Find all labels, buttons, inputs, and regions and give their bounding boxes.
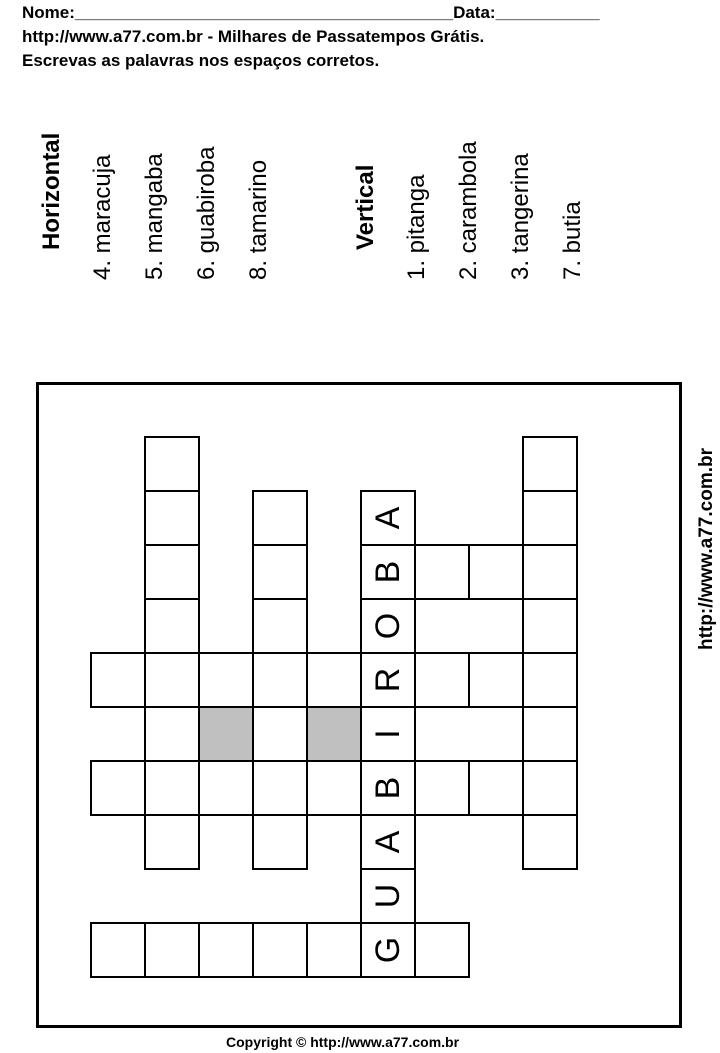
blank-cell[interactable] bbox=[90, 760, 146, 816]
cell-letter: B bbox=[369, 560, 407, 584]
filled-letter-cell bbox=[360, 706, 416, 762]
cell-letter: I bbox=[369, 729, 407, 739]
blank-cell[interactable] bbox=[144, 598, 200, 654]
blank-cell[interactable] bbox=[198, 760, 254, 816]
blank-cell[interactable] bbox=[90, 922, 146, 978]
blank-cell[interactable] bbox=[144, 760, 200, 816]
blank-cell[interactable] bbox=[522, 436, 578, 492]
blank-cell[interactable] bbox=[522, 760, 578, 816]
filled-letter-cell bbox=[360, 922, 416, 978]
blank-cell[interactable] bbox=[414, 922, 470, 978]
horizontal-clue: 5. mangaba bbox=[141, 153, 168, 280]
shaded-cell bbox=[306, 706, 362, 762]
cell-letter: G bbox=[369, 936, 407, 964]
blank-cell[interactable] bbox=[252, 706, 308, 762]
blank-cell[interactable] bbox=[414, 544, 470, 600]
horizontal-clues-title: Horizontal bbox=[38, 132, 65, 250]
vertical-clues-title: Vertical bbox=[352, 164, 379, 250]
blank-cell[interactable] bbox=[522, 814, 578, 870]
blank-cell[interactable] bbox=[252, 652, 308, 708]
shaded-cell bbox=[198, 706, 254, 762]
blank-cell[interactable] bbox=[144, 706, 200, 762]
filled-letter-cell bbox=[360, 868, 416, 924]
horizontal-clue: 8. tamarino bbox=[245, 159, 272, 280]
blank-cell[interactable] bbox=[306, 760, 362, 816]
blank-cell[interactable] bbox=[522, 490, 578, 546]
filled-letter-cell bbox=[360, 814, 416, 870]
vertical-clue: 3. tangerina bbox=[507, 153, 534, 280]
blank-cell[interactable] bbox=[414, 760, 470, 816]
blank-cell[interactable] bbox=[468, 760, 524, 816]
blank-cell[interactable] bbox=[252, 598, 308, 654]
copyright-footer: Copyright © http://www.a77.com.br bbox=[226, 1034, 460, 1050]
blank-cell[interactable] bbox=[522, 598, 578, 654]
blank-cell[interactable] bbox=[252, 814, 308, 870]
site-tagline: http://www.a77.com.br - Milhares de Passatempos Grátis. bbox=[22, 27, 485, 46]
filled-letter-cell bbox=[360, 544, 416, 600]
blank-cell[interactable] bbox=[522, 706, 578, 762]
vertical-clue: 7. butia bbox=[559, 201, 586, 280]
blank-cell[interactable] bbox=[90, 652, 146, 708]
blank-cell[interactable] bbox=[306, 922, 362, 978]
blank-cell[interactable] bbox=[198, 922, 254, 978]
cell-letter: R bbox=[369, 667, 407, 693]
filled-letter-cell bbox=[360, 652, 416, 708]
blank-cell[interactable] bbox=[522, 544, 578, 600]
blank-cell[interactable] bbox=[252, 760, 308, 816]
horizontal-clue: 6. guabiroba bbox=[193, 146, 220, 280]
blank-cell[interactable] bbox=[144, 436, 200, 492]
blank-cell[interactable] bbox=[306, 652, 362, 708]
instructions: Escrevas as palavras nos espaços corretos. bbox=[22, 51, 380, 70]
filled-letter-cell bbox=[360, 598, 416, 654]
blank-cell[interactable] bbox=[252, 544, 308, 600]
blank-cell[interactable] bbox=[144, 922, 200, 978]
side-url: http://www.a77.com.br bbox=[696, 448, 717, 650]
blank-cell[interactable] bbox=[468, 652, 524, 708]
blank-cell[interactable] bbox=[468, 544, 524, 600]
blank-cell[interactable] bbox=[144, 490, 200, 546]
blank-cell[interactable] bbox=[252, 922, 308, 978]
filled-letter-cell bbox=[360, 490, 416, 546]
blank-cell[interactable] bbox=[144, 814, 200, 870]
blank-cell[interactable] bbox=[198, 652, 254, 708]
vertical-clue: 1. pitanga bbox=[403, 174, 430, 280]
cell-letter: U bbox=[369, 883, 407, 909]
cell-letter: A bbox=[369, 506, 407, 530]
name-date-line: Nome:________________________________________Data:___________ bbox=[22, 3, 600, 22]
cell-letter: B bbox=[369, 776, 407, 800]
blank-cell[interactable] bbox=[144, 544, 200, 600]
cell-letter: O bbox=[369, 612, 407, 640]
horizontal-clue: 4. maracuja bbox=[89, 154, 116, 280]
blank-cell[interactable] bbox=[414, 652, 470, 708]
blank-cell[interactable] bbox=[252, 490, 308, 546]
filled-letter-cell bbox=[360, 760, 416, 816]
blank-cell[interactable] bbox=[522, 652, 578, 708]
cell-letter: A bbox=[369, 830, 407, 854]
blank-cell[interactable] bbox=[144, 652, 200, 708]
vertical-clue: 2. carambola bbox=[455, 141, 482, 280]
